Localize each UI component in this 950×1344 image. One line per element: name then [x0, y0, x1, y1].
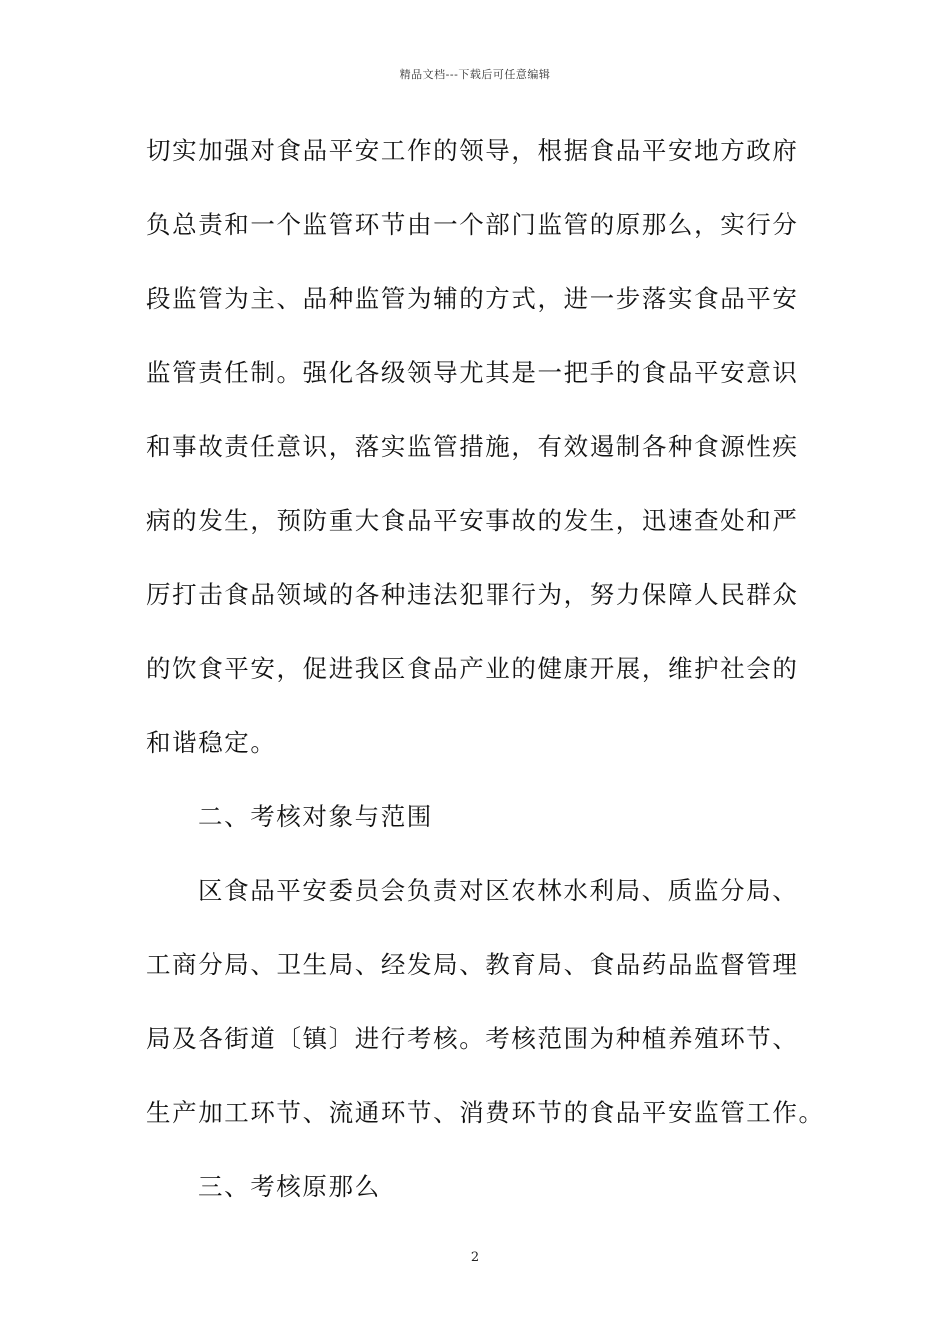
- section-heading: 三、考核原那么: [198, 1172, 381, 1201]
- body-line: 和谐稳定。: [146, 728, 277, 757]
- body-line: 负总责和一个监管环节由一个部门监管的原那么，实行分: [146, 210, 799, 239]
- document-body: [146, 126, 825, 1236]
- body-line: 段监管为主、品种监管为辅的方式，进一步落实食品平安: [146, 284, 799, 313]
- body-line: 区食品平安委员会负责对区农林水利局、质监分局、: [198, 876, 799, 905]
- section-heading: 二、考核对象与范围: [198, 802, 433, 831]
- page-header: 精品文档---下载后可任意编辑: [399, 68, 551, 81]
- body-line: 的饮食平安，促进我区食品产业的健康开展，维护社会的: [146, 654, 799, 683]
- body-line: 工商分局、卫生局、经发局、教育局、食品药品监督管理: [146, 950, 799, 979]
- body-line: 病的发生，预防重大食品平安事故的发生，迅速查处和严: [146, 506, 799, 535]
- body-line: 切实加强对食品平安工作的领导，根据食品平安地方政府: [146, 136, 799, 165]
- body-line: 厉打击食品领域的各种违法犯罪行为，努力保障人民群众: [146, 580, 799, 609]
- body-line: 监管责任制。强化各级领导尤其是一把手的食品平安意识: [146, 358, 799, 387]
- page-number: 2: [470, 1250, 480, 1265]
- body-line: 生产加工环节、流通环节、消费环节的食品平安监管工作。: [146, 1098, 825, 1127]
- body-line: 和事故责任意识，落实监管措施，有效遏制各种食源性疾: [146, 432, 799, 461]
- body-line: 局及各街道〔镇〕进行考核。考核范围为种植养殖环节、: [146, 1024, 799, 1053]
